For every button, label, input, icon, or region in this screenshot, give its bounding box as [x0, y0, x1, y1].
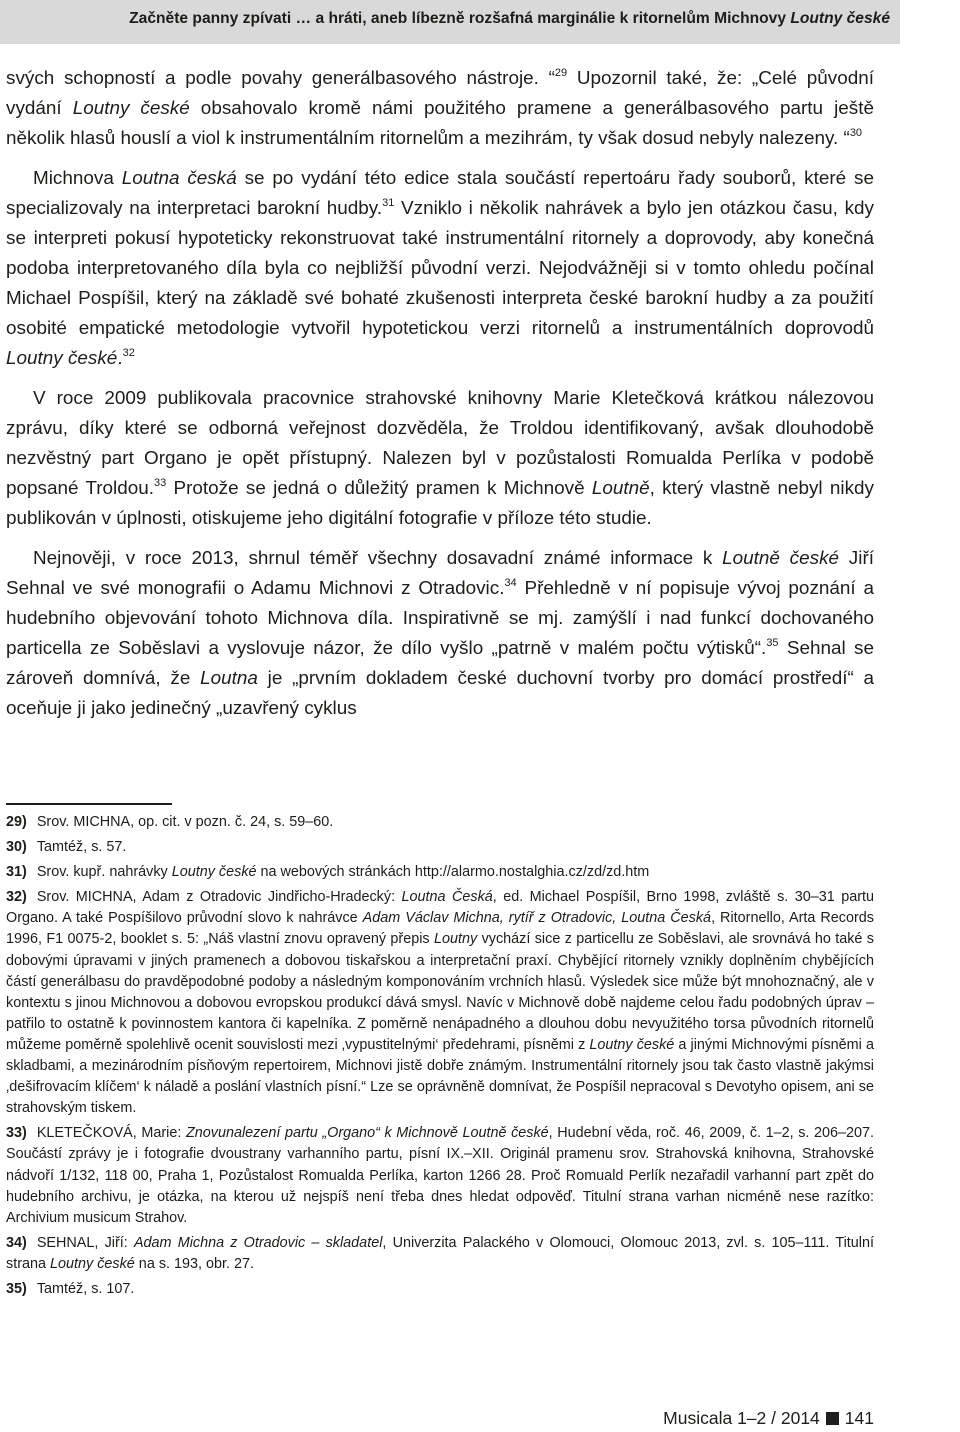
footnote-text: Srov. MICHNA, op. cit. v pozn. č. 24, s. 59–60.: [36, 814, 334, 830]
footnote-number: 31): [6, 864, 27, 881]
italic-title: Loutny české: [6, 348, 118, 369]
footnote-text: , Hudební věda, roč. 46, 2009, č. 1–2, s. 206–207. Součástí zprávy je i fotografie dvoustrany varhanního partu, písní IX.–XII. Originál pramenu srov. Strahovská knihovna, Strahovské nádvoří 1/132, 118 00, Praha 1, Pozůstalost Romualda Perlíka, karton 1266 28. Proč Romuald Perlík nezařadil varhanní part zpět do hudebního archivu, je otázka, na kterou už nejspíš není třeba dnes hledat odpověď. Titulní strana varhan nicméně nese razítko: Archivium musicum Strahov.: [6, 1125, 874, 1226]
footnote-text: Srov. kupř. nahrávky: [36, 864, 172, 881]
page-footer: [663, 1408, 874, 1429]
square-separator-icon: [826, 1412, 839, 1425]
footnote-ref-35[interactable]: 35: [766, 637, 779, 649]
footnote-text: na s. 193, obr. 27.: [134, 1255, 255, 1272]
italic-title: Adam Václav Michna, rytíř z Otradovic, Loutna Česká: [362, 910, 712, 927]
footnote-34: [6, 1233, 874, 1275]
footnote-32: [6, 887, 874, 1119]
italic-title: Loutna: [200, 668, 258, 689]
footnote-text: SEHNAL, Jiří:: [36, 1234, 134, 1251]
footnote-ref-32[interactable]: 32: [122, 347, 135, 359]
footnote-text: Srov. MICHNA, Adam z Otradovic Jindřicho-Hradecký:: [36, 889, 402, 906]
footnote-number: 35): [6, 1280, 27, 1297]
paragraph-2: [6, 164, 874, 374]
footnote-31: [6, 862, 874, 883]
footnote-text: , ed. Michael Pospíšil, Brno 1998, zvláště s. 30–31 partu Organo. A také Pospíšilovo průvodní slovo k nahrávce: [6, 889, 874, 927]
text-run: Nejnověji, v roce 2013, shrnul téměř všechny dosavadní známé informace k: [33, 548, 723, 569]
footnote-text: , Ritornello, Arta Records 1996, F1 0075-2, booklet s. 5: „Náš vlastní znovu opravený přepis: [6, 910, 874, 948]
text-run: , který vlastně nebyl nikdy publikován v úplnosti, otiskujeme jeho digitální fotografie v příloze této studie.: [6, 478, 874, 529]
italic-title: Loutny české: [171, 864, 257, 881]
footnote-text: vychází sice z particellu ze Soběslavi, ale srovnává ho také s dobovými úpravami v jiných pramenech a dobovou tiskařskou a interpretační praxí. Chybějící ritornely vznikly doplněním chybějících částí generálbasu do pravděpodobné podoby a následným komponováním vrchních hlasů. Výsledek sice může být mnohoznačný, ale v kontextu s jinou Michnovou a dobovou evropskou produkcí dává smysl. Navíc v Michnově době najdeme celou řadu podobných úprav – patřilo to ostatně k povinnostem kantora či kapelníka. Z poměrně nenápadného a dlouhou dobu nevyužitého torsa původních ritornelů můžeme poměrně spolehlivě ocenit souvislosti mezi ‚vypustitelnými‘ předehrami, písněmi z: [6, 931, 874, 1053]
text-run: svých schopností a podle povahy generálbasového nástroje. “: [6, 68, 555, 89]
text-run: V roce 2009 publikovala pracovnice strahovské knihovny Marie Kletečková krátkou nálezovou zprávu, díky které se odborná veřejnost dozvěděla, že Troldou identifikovaný, avšak dlouhodobě nezvěstný part Organo je opět přístupný. Nalezen byl v pozůstalosti Romualda Perlíka v podobě popsané Troldou.: [6, 388, 874, 499]
paragraph-3: [6, 384, 874, 534]
page-number: 141: [844, 1408, 874, 1428]
text-run: .: [117, 348, 123, 369]
footnote-text: a jinými Michnovými písněmi a skladbami, a mezinárodním písňovým repertoirem, Michnovi jistě dobře známým. Instrumentální ritornely jsou tak často vlastně jakýmsi ‚dešifrovacím klíčem‘ k náladě a poslání vlastních písní.“ Lze se oprávněně domnívat, že Pospíšil nepracoval s Devotyho opisem, ani se strahovským tiskem.: [6, 1036, 874, 1117]
italic-title: Loutny: [434, 931, 478, 948]
text-run: Vzniklo i několik nahrávek a bylo jen otázkou času, kdy se interpreti pokusí hypoteticky rekonstruovat také instrumentální ritornely a doprovody, aby konečná podoba interpretovaného díla byla co nejbližší původní verzi. Nejodvážněji si v tomto ohledu počínal Michael Pospíšil, který na základě své bohaté zkušenosti interpreta české barokní hudby a za použití osobité empatické metodologie vytvořil hypotetickou verzi ritornelů a instrumentálních doprovodů: [6, 198, 874, 339]
journal-name: Musicala 1–2 / 2014: [663, 1408, 820, 1428]
footnotes: [6, 812, 874, 1304]
footnote-33: [6, 1123, 874, 1228]
footnote-ref-34[interactable]: 34: [504, 577, 517, 589]
text-run: se po vydání této edice stala součástí repertoáru řady souborů, které se specializovaly na interpretaci barokní hudby.: [6, 168, 874, 219]
italic-title: Loutny české: [50, 1255, 135, 1272]
footnote-text: KLETEČKOVÁ, Marie:: [36, 1125, 186, 1142]
footnote-29: [6, 812, 874, 833]
footnote-number: 34): [6, 1234, 27, 1251]
footnote-ref-30[interactable]: 30: [849, 127, 863, 139]
text-run: obsahovalo kromě námi použitého pramene a generálbasového partu ještě několik hlasů houslí a viol k instrumentálním ritornelům a mezihrám, ty však dosud nebyly nalezeny. “: [6, 98, 874, 149]
paragraph-4: [6, 544, 874, 724]
footnote-number: 30): [6, 839, 27, 856]
header-title-text: Začněte panny zpívati … a hráti, aneb líbezně rozšafná marginálie k ritornelům Michnovy: [129, 10, 791, 27]
paragraph-1: [6, 64, 874, 154]
footnote-ref-31[interactable]: 31: [382, 197, 395, 209]
footnote-text: na webových stránkách http://alarmo.nostalghia.cz/zd/zd.htm: [256, 864, 650, 881]
text-run: Přehledně v ní popisuje vývoj poznání a hudebního objevování tohoto Michnova díla. Inspirativně se mj. zamýšlí i nad funkcí dochovaného particella ze Soběslavi a vyslovuje názor, že dílo vyšlo „patrně v malém počtu výtisků“.: [6, 578, 874, 659]
running-header-bar: [0, 0, 900, 44]
footnote-text: , Univerzita Palackého v Olomouci, Olomouc 2013, zvl. s. 105–111. Titulní strana: [6, 1234, 874, 1272]
italic-title: Loutně české: [722, 548, 840, 569]
footnote-35: [6, 1279, 874, 1300]
footnote-number: 33): [6, 1125, 27, 1142]
text-run: Michnova: [33, 168, 122, 189]
footnote-ref-29[interactable]: 29: [554, 67, 568, 79]
italic-title: Loutna česká: [121, 168, 237, 189]
italic-title: Znovunalezení partu „Organo“ k Michnově Loutně české: [185, 1125, 549, 1142]
text-run: Upozornil také, že: „Celé původní vydání: [6, 68, 874, 119]
footnote-text: Tamtéž, s. 57.: [36, 839, 127, 856]
main-text: [6, 64, 874, 734]
footnote-text: Tamtéž, s. 107.: [36, 1280, 135, 1297]
italic-title: Loutny české: [72, 98, 190, 119]
text-run: Jiří Sehnal ve své monografii o Adamu Michnovi z Otradovic.: [6, 548, 874, 599]
italic-title: Loutna Česká: [401, 889, 493, 906]
text-run: Protože se jedná o důležitý pramen k Michnově: [166, 478, 592, 499]
header-title-italic: Loutny české: [790, 10, 890, 27]
footnote-number: 29): [6, 814, 27, 830]
footnote-divider: [6, 803, 172, 805]
text-run: je „prvním dokladem české duchovní tvorby pro domácí prostředí“ a oceňuje ji jako jedinečný „uzavřený cyklus: [6, 668, 874, 719]
italic-title: Adam Michna z Otradovic – skladatel: [133, 1234, 383, 1251]
text-run: Sehnal se zároveň domnívá, že: [6, 638, 874, 689]
footnote-number: 32): [6, 889, 27, 906]
italic-title: Loutny české: [589, 1036, 675, 1053]
italic-title: Loutně: [591, 478, 650, 499]
running-header-title: [30, 10, 890, 28]
footnote-30: [6, 837, 874, 858]
footnote-ref-33[interactable]: 33: [154, 477, 167, 489]
